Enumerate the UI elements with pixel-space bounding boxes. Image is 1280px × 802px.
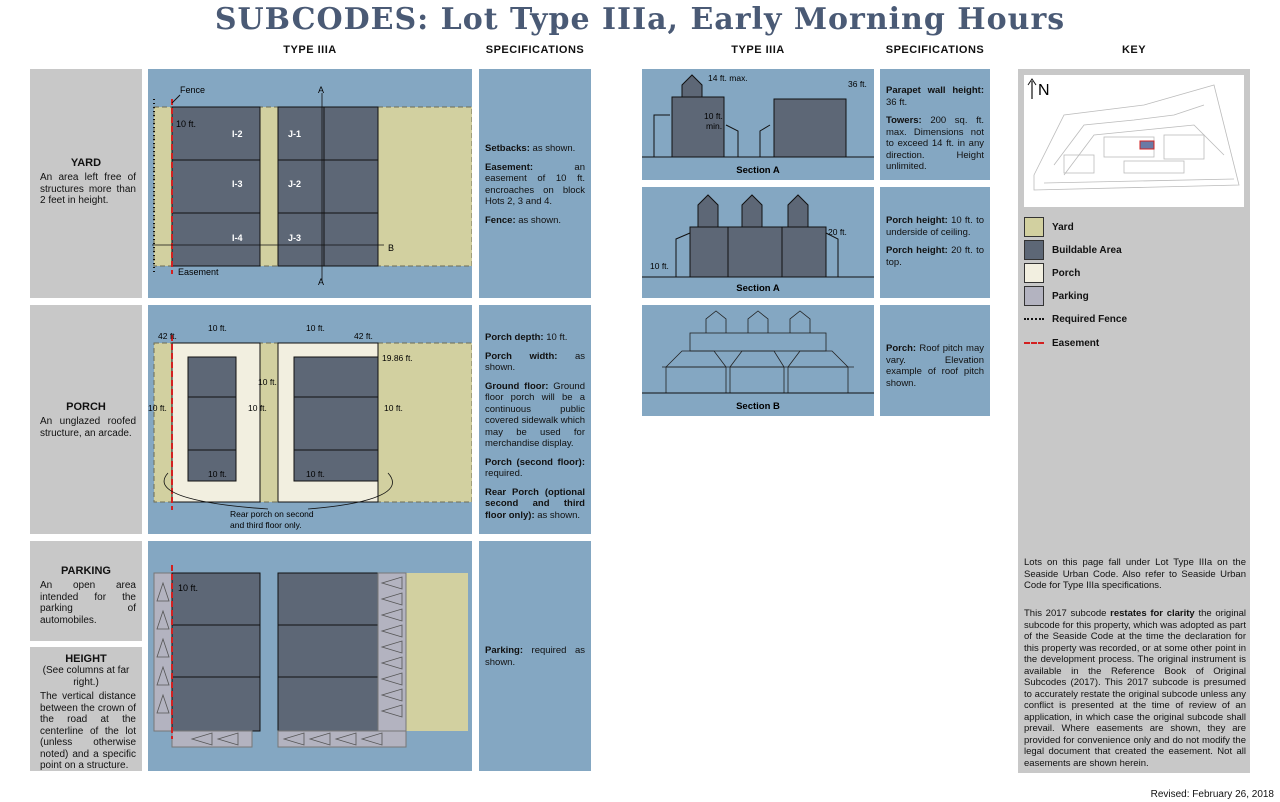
- north-label: N: [1038, 82, 1050, 99]
- porch-42ft-right: 42 ft.: [354, 331, 373, 341]
- rear-porch-note-2: and third floor only.: [230, 520, 302, 530]
- yard-setback-label: 10 ft.: [176, 119, 197, 129]
- porch-10ft-mid-a: 10 ft.: [148, 403, 167, 413]
- revised-date: Revised: February 26, 2018: [1150, 789, 1274, 800]
- lot-j3-label: J-3: [288, 233, 302, 243]
- key-note-lot-type: Lots on this page fall under Lot Type IIIa on the Seaside Urban Code. Also refer to Seaside Urban Code for Type IIIa specifications.: [1024, 557, 1246, 591]
- buildable-swatch: [1024, 240, 1044, 260]
- key-buildable: Buildable Area: [1024, 240, 1122, 260]
- porch-top-height-label: 20 ft.: [828, 227, 847, 237]
- header-spec-right: SPECIFICATIONS: [885, 44, 985, 56]
- yard-specs: [479, 69, 591, 298]
- porch-swatch: [1024, 263, 1044, 283]
- lot-j1-label: J-1: [288, 129, 302, 139]
- parking-description: An open area intended for the parking of automobiles.: [40, 580, 136, 626]
- porch-10ft-mid-c: 10 ft.: [248, 403, 267, 413]
- site-map: [1024, 75, 1244, 207]
- tower-max-label: 14 ft. max.: [708, 73, 748, 83]
- porch-10ft-top-left: 10 ft.: [208, 323, 227, 333]
- key-porch: Porch: [1024, 263, 1080, 283]
- lot-i4-label: I-4: [232, 233, 243, 243]
- fence-label: Fence: [180, 85, 206, 95]
- parking-heading: PARKING: [61, 565, 111, 577]
- porch-10ft-top-right: 10 ft.: [306, 323, 325, 333]
- key-note-restatement: This 2017 subcode restates for clarity the original subcode for this property, which was adopted as part of the Seaside Code at the time the declaration for this property was recorded, or at some other point in the development process. The original instrument is available in the Reference Book of Original Subcodes (2017). This 2017 subcode is presumed to accurately restate the original subcode unless any conflict is presented at the time of review of an application, in which case the original subcode shall prevail. Where easements are shown, they are provided for convenience only and do not modify the legal document that created the easement. Not all easements are shown herein.: [1024, 608, 1246, 769]
- tower-min2-label: min.: [706, 121, 723, 131]
- lot-j2-label: J-2: [288, 179, 302, 189]
- key-parking: Parking: [1024, 286, 1089, 306]
- porch-plan-diagram: [148, 305, 472, 534]
- spec-easement: Easement: an easement of 10 ft. encroaches on block Hots 2, 3 and 4.: [485, 161, 585, 207]
- easement-label: Easement: [178, 267, 219, 277]
- parking-setback-label: 10 ft.: [178, 583, 199, 593]
- yard-swatch: [1024, 217, 1044, 237]
- spec-porch-height-1: Porch height: 10 ft. to underside of ceiling.: [886, 215, 984, 238]
- lot-i3-label: I-3: [232, 179, 243, 189]
- height-heading: HEIGHT: [65, 653, 107, 665]
- header-spec-left: SPECIFICATIONS: [485, 44, 585, 56]
- section-a-porch-diagram: [642, 187, 874, 298]
- easement-line: [1024, 342, 1044, 344]
- spec-second-floor: Porch (second floor): required.: [485, 456, 585, 479]
- porch-bottom-height-label: 10 ft.: [650, 261, 669, 271]
- porch-10ft-mid-d: 10 ft.: [384, 403, 403, 413]
- roof-specs: [880, 305, 990, 416]
- porch-10ft-bot-right: 10 ft.: [306, 469, 325, 479]
- header-type-left: TYPE IIIA: [283, 44, 337, 56]
- header-key: KEY: [1121, 44, 1147, 56]
- rear-porch-note-1: Rear porch on second: [230, 509, 314, 519]
- spec-porch-depth: Porch depth: 10 ft.: [485, 332, 568, 343]
- spec-roof-pitch: Porch: Roof pitch may vary. Elevation example of roof pitch shown.: [886, 343, 984, 389]
- section-a-top-marker: A: [318, 85, 325, 95]
- spec-porch-width: Porch width: as shown.: [485, 350, 585, 373]
- yard-description: An area left free of structures more than 2 feet in height.: [40, 172, 136, 206]
- section-a2-label: Section A: [736, 283, 780, 294]
- spec-parking: Parking: required as shown.: [485, 645, 585, 668]
- yard-label-panel: [30, 69, 142, 298]
- porch-1986ft: 19.86 ft.: [382, 353, 413, 363]
- parking-specs: [479, 541, 591, 771]
- porch-height-specs: [880, 187, 990, 298]
- porch-specs: [479, 305, 591, 534]
- porch-10ft-bot-left: 10 ft.: [208, 469, 227, 479]
- parking-swatch: [1024, 286, 1044, 306]
- key-fence: Required Fence: [1024, 309, 1127, 329]
- section-a-tower-diagram: [642, 69, 874, 180]
- height-label-panel: [30, 647, 142, 771]
- spec-porch-height-2: Porch height: 20 ft. to top.: [886, 245, 984, 268]
- tower-specs: [880, 69, 990, 180]
- section-b-marker: B: [388, 243, 395, 253]
- yard-heading: YARD: [70, 157, 102, 169]
- key-easement: Easement: [1024, 333, 1099, 353]
- tower-min-label: 10 ft.: [704, 111, 723, 121]
- section-a-bottom-marker: A: [318, 277, 325, 287]
- spec-rear-porch: Rear Porch (optional second and third floor only): as shown.: [485, 486, 585, 521]
- fence-line: [1024, 318, 1044, 320]
- page-title: SUBCODES: Lot Type IIIa, Early Morning Hours: [214, 2, 1066, 37]
- spec-parapet: Parapet wall height: 36 ft.: [886, 85, 984, 108]
- key-panel: [1018, 69, 1250, 773]
- spec-towers: Towers: 200 sq. ft. max. Dimensions not to exceed 14 ft. in any direction. Height unlimited.: [886, 115, 984, 172]
- header-type-right: TYPE IIIA: [731, 44, 785, 56]
- lot-i2-label: I-2: [232, 129, 243, 139]
- yard-plan-diagram: [148, 69, 472, 298]
- height-subnote: (See columns at far right.): [42, 665, 130, 688]
- key-yard: Yard: [1024, 217, 1074, 237]
- section-a1-label: Section A: [736, 165, 780, 176]
- porch-10ft-mid-b: 10 ft.: [258, 377, 277, 387]
- porch-description: An unglazed roofed structure, an arcade.: [40, 416, 136, 439]
- porch-42ft-left: 42 ft.: [158, 331, 177, 341]
- parking-plan-diagram: [148, 541, 472, 771]
- spec-setbacks: Setbacks: as shown.: [485, 143, 576, 154]
- porch-label-panel: [30, 305, 142, 534]
- spec-fence: Fence: as shown.: [485, 214, 562, 226]
- parking-label-panel: [30, 541, 142, 641]
- parapet-height-label: 36 ft.: [848, 79, 867, 89]
- section-b-diagram: [642, 305, 874, 416]
- porch-heading: PORCH: [66, 401, 106, 413]
- section-b-label: Section B: [736, 401, 780, 412]
- spec-ground-floor: Ground floor: Ground floor porch will be a continuous public covered sidewalk which may be used for merchandise display.: [485, 380, 585, 449]
- height-description: The vertical distance between the crown of the road at the centerline of the lot (unless otherwise noted) and a specific point on a structure.: [40, 691, 136, 771]
